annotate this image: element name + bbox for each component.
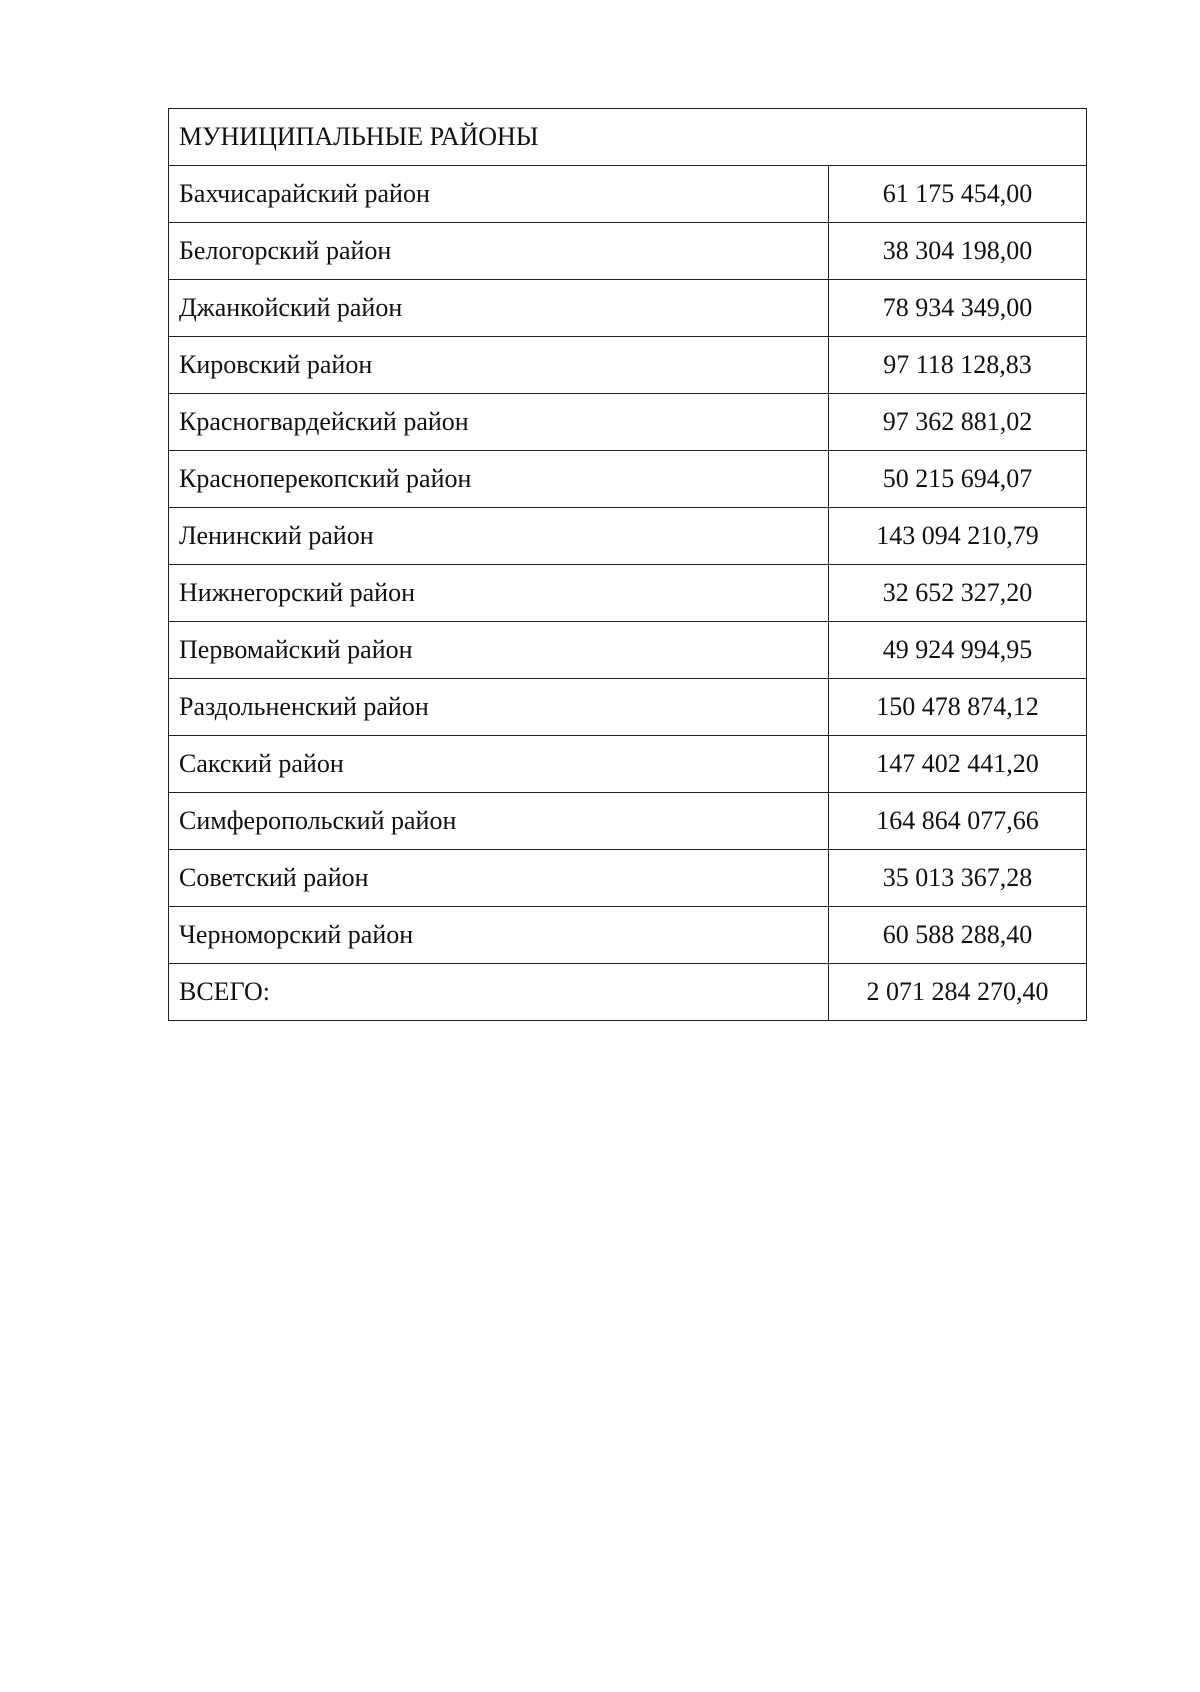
district-name: Первомайский район (169, 622, 829, 679)
table-row (169, 508, 1087, 565)
table-row (169, 850, 1087, 907)
table-row (169, 166, 1087, 223)
district-name: Раздольненский район (169, 679, 829, 736)
district-name: Советский район (169, 850, 829, 907)
table-row (169, 736, 1087, 793)
district-name: Джанкойский район (169, 280, 829, 337)
total-label: ВСЕГО: (169, 964, 829, 1021)
district-name: Белогорский район (169, 223, 829, 280)
table-row (169, 337, 1087, 394)
district-amount: 97 118 128,83 (829, 337, 1087, 394)
district-amount: 32 652 327,20 (829, 565, 1087, 622)
table-header-row (169, 109, 1087, 166)
district-name: Красногвардейский район (169, 394, 829, 451)
district-amount: 97 362 881,02 (829, 394, 1087, 451)
table-row (169, 907, 1087, 964)
district-name: Черноморский район (169, 907, 829, 964)
table-header: МУНИЦИПАЛЬНЫЕ РАЙОНЫ (169, 109, 1087, 166)
table-row (169, 451, 1087, 508)
district-name: Бахчисарайский район (169, 166, 829, 223)
district-name: Нижнегорский район (169, 565, 829, 622)
district-amount: 143 094 210,79 (829, 508, 1087, 565)
table-row (169, 223, 1087, 280)
district-amount: 35 013 367,28 (829, 850, 1087, 907)
table-row (169, 394, 1087, 451)
districts-table-body (169, 109, 1087, 1021)
district-name: Кировский район (169, 337, 829, 394)
district-amount: 50 215 694,07 (829, 451, 1087, 508)
district-amount: 38 304 198,00 (829, 223, 1087, 280)
district-name: Симферопольский район (169, 793, 829, 850)
total-amount: 2 071 284 270,40 (829, 964, 1087, 1021)
district-amount: 49 924 994,95 (829, 622, 1087, 679)
table-row (169, 565, 1087, 622)
table-row (169, 622, 1087, 679)
district-amount: 60 588 288,40 (829, 907, 1087, 964)
districts-table (168, 108, 1087, 1021)
total-row (169, 964, 1087, 1021)
district-amount: 164 864 077,66 (829, 793, 1087, 850)
district-amount: 78 934 349,00 (829, 280, 1087, 337)
table-row (169, 679, 1087, 736)
district-amount: 147 402 441,20 (829, 736, 1087, 793)
district-name: Ленинский район (169, 508, 829, 565)
district-amount: 61 175 454,00 (829, 166, 1087, 223)
table-row (169, 280, 1087, 337)
table-row (169, 793, 1087, 850)
district-name: Красноперекопский район (169, 451, 829, 508)
district-amount: 150 478 874,12 (829, 679, 1087, 736)
district-name: Сакский район (169, 736, 829, 793)
